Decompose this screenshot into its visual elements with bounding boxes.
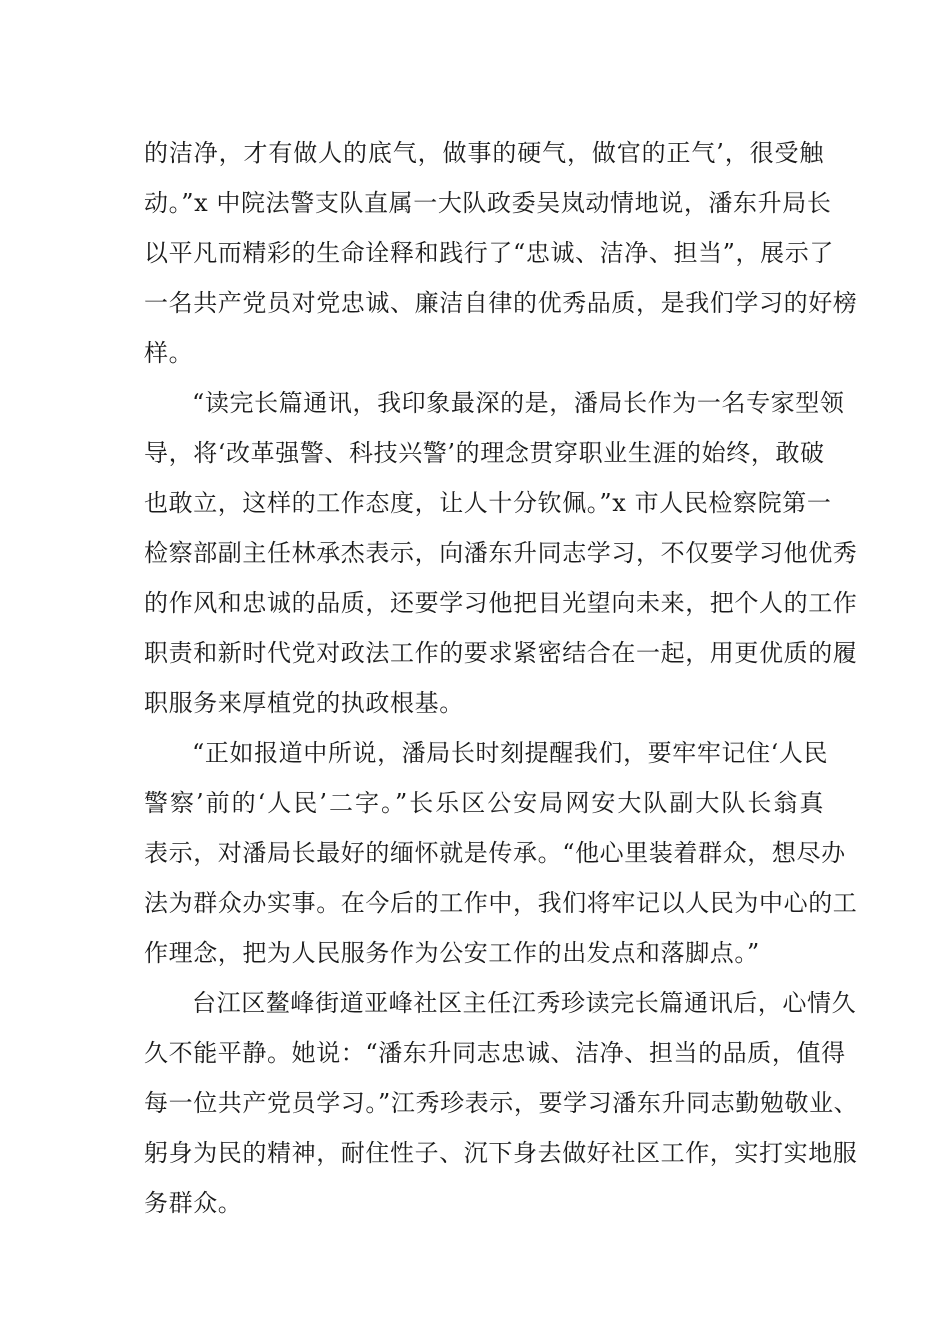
text-line: 每一位共产党员学习。”江秀珍表示，要学习潘东升同志勤勉敬业、: [144, 1089, 859, 1117]
text-line: 职服务来厚植党的执政根基。: [144, 689, 464, 717]
text-line: 的作风和忠诚的品质，还要学习他把目光望向未来，把个人的工作: [144, 589, 858, 617]
text-line: 导，将‘改革强警、科技兴警’的理念贯穿职业生涯的始终，敢破: [144, 439, 825, 467]
text-line: “正如报道中所说，潘局长时刻提醒我们，要牢牢记住‘人民: [192, 739, 829, 767]
text-line: 样。: [144, 339, 194, 367]
text-line: 务群众。: [144, 1189, 243, 1217]
paragraph-3: [144, 728, 858, 978]
text-line: 以平凡而精彩的生命诠释和践行了“忠诚、洁净、担当”，展示了: [144, 239, 834, 267]
text-line: 表示，对潘局长最好的缅怀就是传承。“他心里装着群众，想尽办: [144, 839, 846, 867]
text-line: 台江区鳌峰街道亚峰社区主任江秀珍读完长篇通讯后，心情久: [192, 989, 857, 1017]
text-line: 警察’前的‘人民’二字。”长乐区公安局网安大队副大队长翁真: [144, 789, 824, 817]
text-line: 的洁净，才有做人的底气，做事的硬气，做官的正气’，很受触: [144, 139, 824, 167]
text-line: 久不能平静。她说：“潘东升同志忠诚、洁净、担当的品质，值得: [144, 1039, 846, 1067]
document-body: [144, 128, 859, 1228]
text-line: 一名共产党员对党忠诚、廉洁自律的优秀品质，是我们学习的好榜: [144, 289, 858, 317]
paragraph-2: [144, 378, 858, 728]
text-line: 也敢立，这样的工作态度，让人十分钦佩。”x 市人民检察院第一: [144, 489, 832, 517]
text-line: 检察部副主任林承杰表示，向潘东升同志学习，不仅要学习他优秀: [144, 539, 858, 567]
text-line: 动。”x 中院法警支队直属一大队政委吴岚动情地说，潘东升局长: [144, 189, 832, 217]
paragraph-1: [144, 128, 858, 378]
text-line: 作理念，把为人民服务作为公安工作的出发点和落脚点。”: [144, 939, 760, 967]
text-line: 职责和新时代党对政法工作的要求紧密结合在一起，用更优质的履: [144, 639, 858, 667]
text-line: 躬身为民的精神，耐住性子、沉下身去做好社区工作，实打实地服: [144, 1139, 858, 1167]
text-line: 法为群众办实事。在今后的工作中，我们将牢记以人民为中心的工: [144, 889, 858, 917]
text-line: “读完长篇通讯，我印象最深的是，潘局长作为一名专家型领: [192, 389, 845, 417]
paragraph-4: [144, 978, 859, 1228]
